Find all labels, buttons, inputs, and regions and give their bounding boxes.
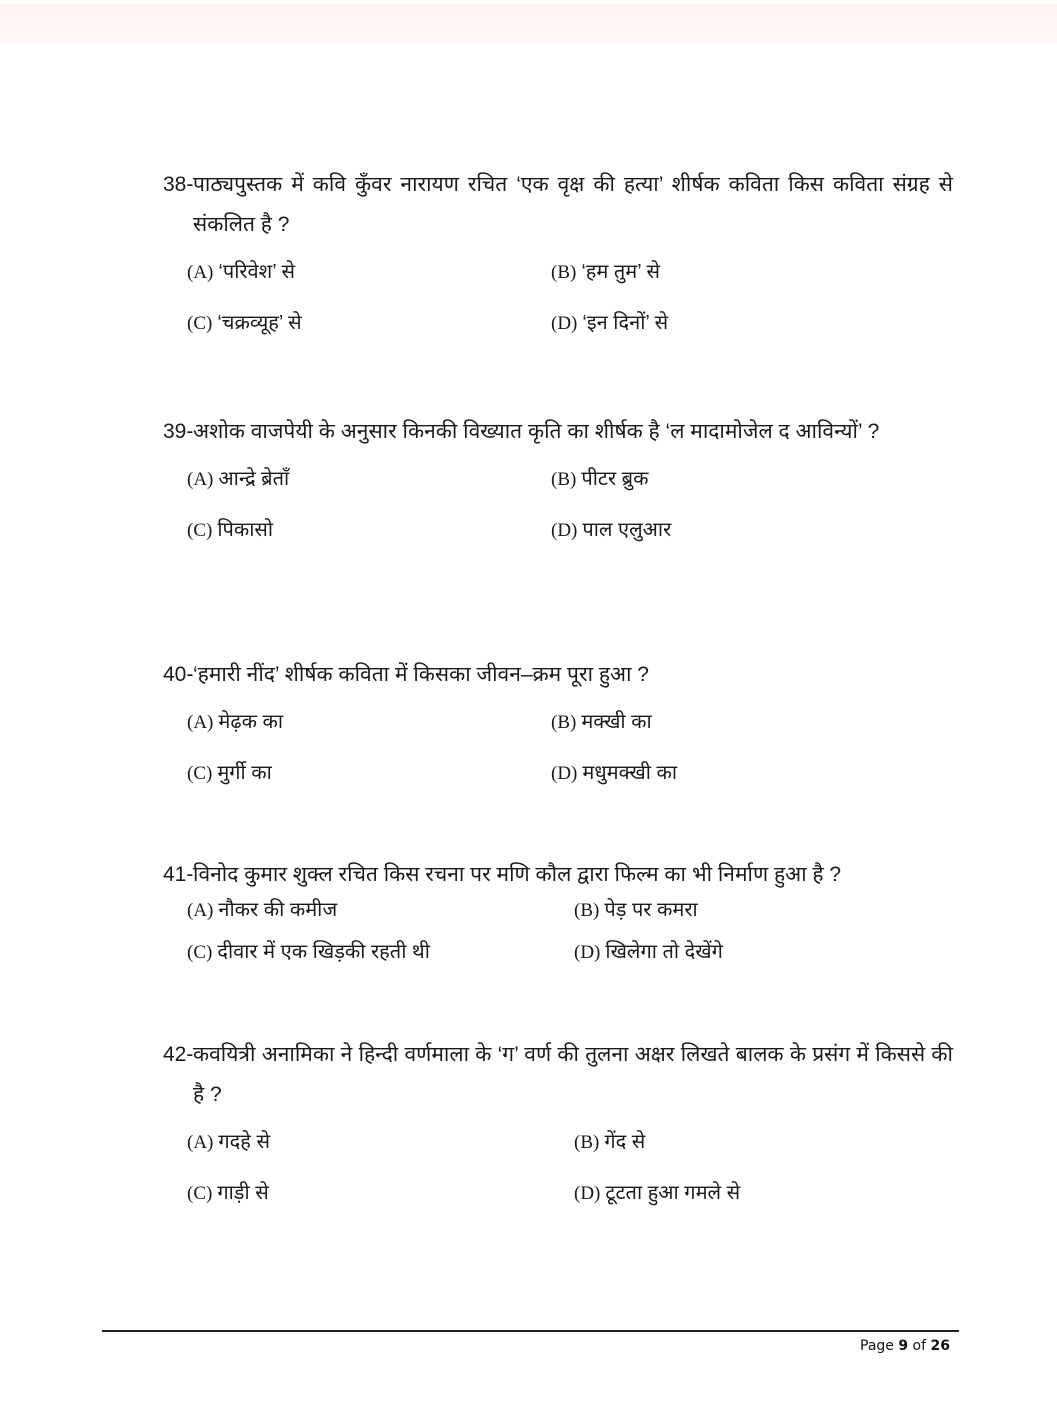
option-d[interactable]: (D) खिलेगा तो देखेंगे [574,941,723,963]
options [163,895,953,985]
option-b[interactable]: (B) पीटर ब्रुक [551,468,649,490]
footer-divider [102,1330,959,1332]
question-text: अशोक वाजपेयी के अनुसार किनकी विख्यात कृति का शीर्षक है ‘ल मादामोजेल द आविन्यों’ ? [193,420,880,443]
question-38 [163,165,953,361]
options [163,464,953,568]
question-text: पाठ्यपुस्तक में कवि कुँवर नारायण रचित ‘एक वृक्ष की हत्या’ शीर्षक कविता किस कविता संग्रह से संकलित है ? [193,173,953,236]
question-text: ‘हमारी नींद’ शीर्षक कविता में किसका जीवन–क्रम पूरा हुआ ? [193,663,649,686]
question-text: कवयित्री अनामिका ने हिन्दी वर्णमाला के ‘ग’ वर्ण की तुलना अक्षर लिखते बालक के प्रसंग में किससे की है ? [193,1043,953,1106]
option-a[interactable]: (A) मेढ़क का [187,711,284,733]
option-c[interactable]: (C) पिकासो [187,519,274,541]
option-b[interactable]: (B) गेंद से [574,1131,646,1153]
options [163,707,953,811]
option-d[interactable]: (D) मधुमक्खी का [551,762,678,784]
page-number: Page 9 of 26 [860,1338,950,1354]
option-d[interactable]: (D) पाल एलुआर [551,519,672,541]
question-39 [163,412,953,568]
question-number: 41- [163,863,194,886]
options [163,1127,953,1231]
option-a[interactable]: (A) नौकर की कमीज [187,899,338,921]
question-40 [163,655,953,811]
option-a[interactable]: (A) आन्द्रे ब्रेताँ [187,468,290,490]
option-d[interactable]: (D) टूटता हुआ गमले से [574,1182,741,1204]
question-42 [163,1035,953,1231]
option-b[interactable]: (B) ‘हम तुम’ से [551,261,661,283]
question-number: 40- [163,663,194,686]
current-page: 9 [898,1338,909,1354]
option-a[interactable]: (A) ‘परिवेश’ से [187,261,296,283]
question-41 [163,855,953,985]
question-number: 42- [163,1043,194,1066]
question-number: 38- [163,173,194,196]
question-text: विनोद कुमार शुक्ल रचित किस रचना पर मणि कौल द्वारा फिल्म का भी निर्माण हुआ है ? [193,863,842,886]
option-c[interactable]: (C) दीवार में एक खिड़की रहती थी [187,941,430,963]
option-c[interactable]: (C) गाड़ी से [187,1182,269,1204]
option-b[interactable]: (B) पेड़ पर कमरा [574,899,698,921]
question-number: 39- [163,420,194,443]
option-b[interactable]: (B) मक्खी का [551,711,652,733]
options [163,257,953,361]
option-c[interactable]: (C) ‘चक्रव्यूह’ से [187,312,302,334]
top-band [0,3,1057,42]
option-a[interactable]: (A) गदहे से [187,1131,270,1153]
option-d[interactable]: (D) ‘इन दिनों’ से [551,312,669,334]
total-pages: 26 [930,1338,950,1354]
option-c[interactable]: (C) मुर्गी का [187,762,272,784]
